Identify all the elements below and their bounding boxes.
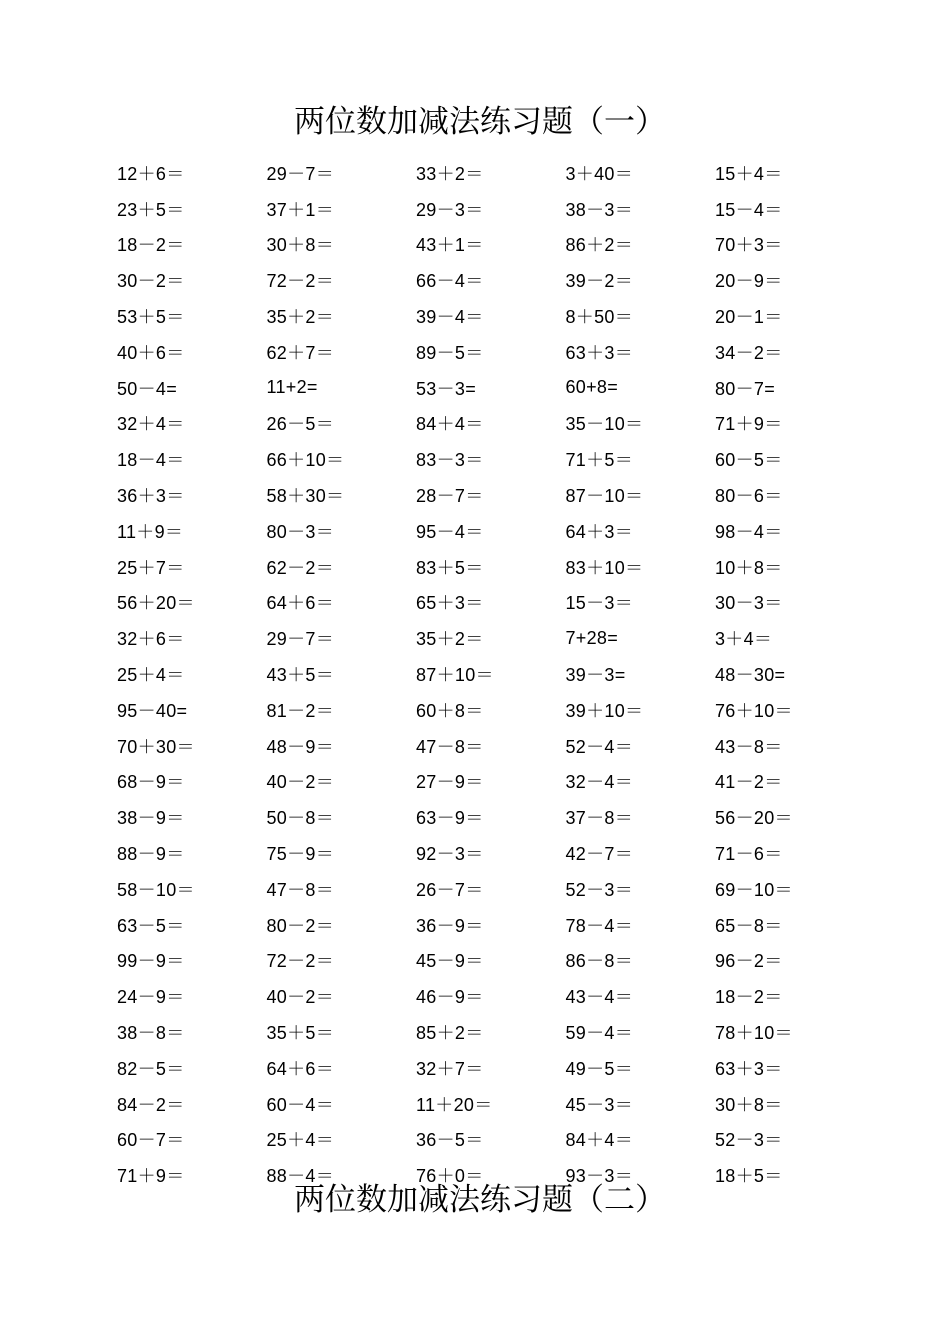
problem-item: 15－4＝: [715, 199, 783, 220]
problem-row: [117, 191, 877, 227]
problem-item: 18＋5＝: [715, 1166, 783, 1187]
problem-item: 32＋6＝: [117, 629, 185, 650]
problem-item: 52－3＝: [565, 879, 634, 900]
problem-row: [117, 406, 877, 442]
problem-item: 27－9＝: [416, 772, 484, 793]
problem-item: 11+2=: [266, 377, 318, 398]
problem-row: [117, 262, 877, 298]
problem-item: 38－9＝: [117, 808, 185, 829]
problem-item: 25＋4＝: [117, 665, 185, 686]
problem-item: 47－8＝: [266, 879, 335, 900]
problem-item: 84＋4＝: [565, 1130, 634, 1151]
problem-item: 64＋6＝: [266, 593, 335, 614]
problem-item: 87－10＝: [565, 486, 644, 507]
problem-item: 72－2＝: [266, 271, 335, 292]
problem-item: 80－6＝: [715, 486, 783, 507]
problem-item: 72－2＝: [266, 951, 335, 972]
problem-row: [117, 620, 877, 656]
problem-item: 40＋6＝: [117, 342, 185, 363]
problem-item: 32＋7＝: [416, 1058, 484, 1079]
problem-item: 69－10＝: [715, 879, 793, 900]
problem-row: [117, 1050, 877, 1086]
problem-item: 15－3＝: [565, 593, 634, 614]
problem-item: 70＋3＝: [715, 235, 783, 256]
problem-item: 10＋8＝: [715, 557, 783, 578]
problem-item: 86－8＝: [565, 951, 634, 972]
problem-item: 64＋6＝: [266, 1058, 335, 1079]
problem-item: 30＋8＝: [715, 1094, 783, 1115]
problem-row: [117, 943, 877, 979]
problem-item: 11＋9＝: [117, 521, 184, 542]
problem-item: 43－8＝: [715, 736, 783, 757]
problem-item: 30＋8＝: [266, 235, 335, 256]
problem-item: 95－4＝: [416, 521, 484, 542]
problem-item: 66－4＝: [416, 271, 484, 292]
problem-item: 63＋3＝: [565, 342, 634, 363]
problem-item: 3＋40＝: [565, 163, 634, 184]
problem-item: 20－1＝: [715, 307, 783, 328]
problem-item: 39－2＝: [565, 271, 634, 292]
problem-item: 29－7＝: [266, 163, 335, 184]
problem-item: 88－4＝: [266, 1166, 335, 1187]
worksheet-title-2: 两位数加减法练习题（二）: [294, 1182, 666, 1218]
problem-item: 43＋5＝: [266, 665, 335, 686]
problem-item: 82－5＝: [117, 1058, 185, 1079]
problem-item: 96－2＝: [715, 951, 783, 972]
problem-item: 20－9＝: [715, 271, 783, 292]
problem-item: 83＋10＝: [565, 557, 644, 578]
problem-item: 11＋20＝: [416, 1094, 493, 1115]
problem-item: 84＋4＝: [416, 414, 484, 435]
problem-item: 53－3=: [416, 378, 477, 399]
problem-item: 98－4＝: [715, 521, 783, 542]
problem-item: 56－20＝: [715, 808, 793, 829]
problem-item: 34－2＝: [715, 342, 783, 363]
problem-item: 65－8＝: [715, 915, 783, 936]
problem-item: 59－4＝: [565, 1023, 634, 1044]
problem-item: 58＋30＝: [266, 486, 345, 507]
problem-item: 36＋3＝: [117, 486, 185, 507]
problem-item: 76＋0＝: [416, 1166, 484, 1187]
problem-item: 63＋3＝: [715, 1058, 783, 1079]
problem-item: 40－2＝: [266, 987, 335, 1008]
problem-item: 26－5＝: [266, 414, 335, 435]
problem-item: 15＋4＝: [715, 163, 783, 184]
problem-item: 39－3=: [565, 665, 626, 686]
problem-item: 62＋7＝: [266, 342, 335, 363]
problem-item: 37－8＝: [565, 808, 634, 829]
problem-row: [117, 298, 877, 334]
problem-item: 62－2＝: [266, 557, 335, 578]
problem-item: 86＋2＝: [565, 235, 634, 256]
problem-item: 92－3＝: [416, 844, 484, 865]
problem-row: [117, 1014, 877, 1050]
problem-item: 12＋6＝: [117, 163, 185, 184]
problem-row: [117, 549, 877, 585]
problem-item: 47－8＝: [416, 736, 484, 757]
problem-item: 36－9＝: [416, 915, 484, 936]
problem-item: 36－5＝: [416, 1130, 484, 1151]
problem-item: 60－5＝: [715, 450, 783, 471]
problem-item: 60＋8＝: [416, 700, 484, 721]
problem-item: 25＋4＝: [266, 1130, 335, 1151]
problem-row: [117, 585, 877, 621]
problem-item: 60－7＝: [117, 1130, 185, 1151]
problem-item: 76＋10＝: [715, 700, 793, 721]
problem-item: 33＋2＝: [416, 163, 484, 184]
problem-item: 66＋10＝: [266, 450, 345, 471]
problem-item: 32－4＝: [565, 772, 634, 793]
problem-item: 63－9＝: [416, 808, 484, 829]
problem-item: 60－4＝: [266, 1094, 335, 1115]
problem-item: 29－3＝: [416, 199, 484, 220]
problem-row: [117, 334, 877, 370]
problem-item: 53＋5＝: [117, 307, 185, 328]
problem-item: 71＋9＝: [117, 1166, 185, 1187]
problem-row: [117, 477, 877, 513]
problem-row: [117, 692, 877, 728]
problem-item: 26－7＝: [416, 879, 484, 900]
problem-item: 32＋4＝: [117, 414, 185, 435]
problem-item: 3＋4＝: [715, 629, 773, 650]
problem-row: [117, 155, 877, 191]
problem-row: [117, 370, 877, 406]
problem-row: [117, 978, 877, 1014]
problem-item: 80－7=: [715, 378, 776, 399]
problem-item: 38－3＝: [565, 199, 634, 220]
problem-item: 30－3＝: [715, 593, 783, 614]
problem-row: [117, 799, 877, 835]
problem-item: 71＋9＝: [715, 414, 783, 435]
problem-item: 80－3＝: [266, 521, 335, 542]
problem-row: [117, 227, 877, 263]
problem-item: 35＋5＝: [266, 1023, 335, 1044]
problem-item: 25＋7＝: [117, 557, 185, 578]
problem-item: 43－4＝: [565, 987, 634, 1008]
problem-item: 7+28=: [565, 627, 619, 648]
problem-row: [117, 764, 877, 800]
problem-item: 37＋1＝: [266, 199, 335, 220]
problem-item: 41－2＝: [715, 772, 783, 793]
problem-item: 78－4＝: [565, 915, 634, 936]
problem-row: [117, 1122, 877, 1158]
problem-item: 56＋20＝: [117, 593, 195, 614]
problem-grid: [117, 155, 877, 1193]
problem-item: 18－2＝: [117, 235, 185, 256]
problem-item: 18－2＝: [715, 987, 783, 1008]
problem-item: 8＋50＝: [565, 307, 634, 328]
problem-item: 38－8＝: [117, 1023, 185, 1044]
problem-item: 35－10＝: [565, 414, 644, 435]
problem-item: 60+8=: [565, 377, 619, 398]
problem-item: 35＋2＝: [266, 307, 335, 328]
problem-item: 64＋3＝: [565, 521, 634, 542]
problem-item: 50－8＝: [266, 808, 335, 829]
problem-item: 75－9＝: [266, 844, 335, 865]
problem-item: 87＋10＝: [416, 665, 494, 686]
problem-item: 65＋3＝: [416, 593, 484, 614]
problem-item: 71－6＝: [715, 844, 783, 865]
problem-row: [117, 441, 877, 477]
problem-row: [117, 656, 877, 692]
problem-row: [117, 835, 877, 871]
problem-item: 18－4＝: [117, 450, 185, 471]
problem-item: 70＋30＝: [117, 736, 195, 757]
problem-item: 63－5＝: [117, 915, 185, 936]
problem-item: 49－5＝: [565, 1058, 634, 1079]
problem-item: 58－10＝: [117, 879, 195, 900]
problem-row: [117, 728, 877, 764]
worksheet-title-1: 两位数加减法练习题（一）: [294, 104, 666, 140]
problem-item: 40－2＝: [266, 772, 335, 793]
problem-item: 95－40=: [117, 700, 188, 721]
problem-item: 24－9＝: [117, 987, 185, 1008]
problem-item: 45－3＝: [565, 1094, 634, 1115]
problem-item: 88－9＝: [117, 844, 185, 865]
problem-item: 50－4=: [117, 378, 178, 399]
problem-item: 52－4＝: [565, 736, 634, 757]
problem-item: 71＋5＝: [565, 450, 634, 471]
problem-item: 84－2＝: [117, 1094, 185, 1115]
problem-item: 30－2＝: [117, 271, 185, 292]
problem-item: 81－2＝: [266, 700, 335, 721]
problem-item: 43＋1＝: [416, 235, 484, 256]
problem-row: [117, 513, 877, 549]
problem-item: 42－7＝: [565, 844, 634, 865]
problem-item: 68－9＝: [117, 772, 185, 793]
problem-row: [117, 907, 877, 943]
problem-item: 35＋2＝: [416, 629, 484, 650]
problem-item: 45－9＝: [416, 951, 484, 972]
problem-item: 93－3＝: [565, 1166, 634, 1187]
problem-item: 48－30=: [715, 665, 786, 686]
problem-item: 46－9＝: [416, 987, 484, 1008]
problem-item: 83＋5＝: [416, 557, 484, 578]
problem-row: [117, 871, 877, 907]
problem-item: 28－7＝: [416, 486, 484, 507]
problem-item: 85＋2＝: [416, 1023, 484, 1044]
problem-item: 99－9＝: [117, 951, 185, 972]
problem-item: 39＋10＝: [565, 700, 644, 721]
problem-item: 29－7＝: [266, 629, 335, 650]
problem-item: 80－2＝: [266, 915, 335, 936]
problem-item: 89－5＝: [416, 342, 484, 363]
problem-row: [117, 1086, 877, 1122]
problem-item: 48－9＝: [266, 736, 335, 757]
problem-item: 23＋5＝: [117, 199, 185, 220]
problem-item: 52－3＝: [715, 1130, 783, 1151]
problem-item: 78＋10＝: [715, 1023, 793, 1044]
problem-item: 83－3＝: [416, 450, 484, 471]
problem-item: 39－4＝: [416, 307, 484, 328]
